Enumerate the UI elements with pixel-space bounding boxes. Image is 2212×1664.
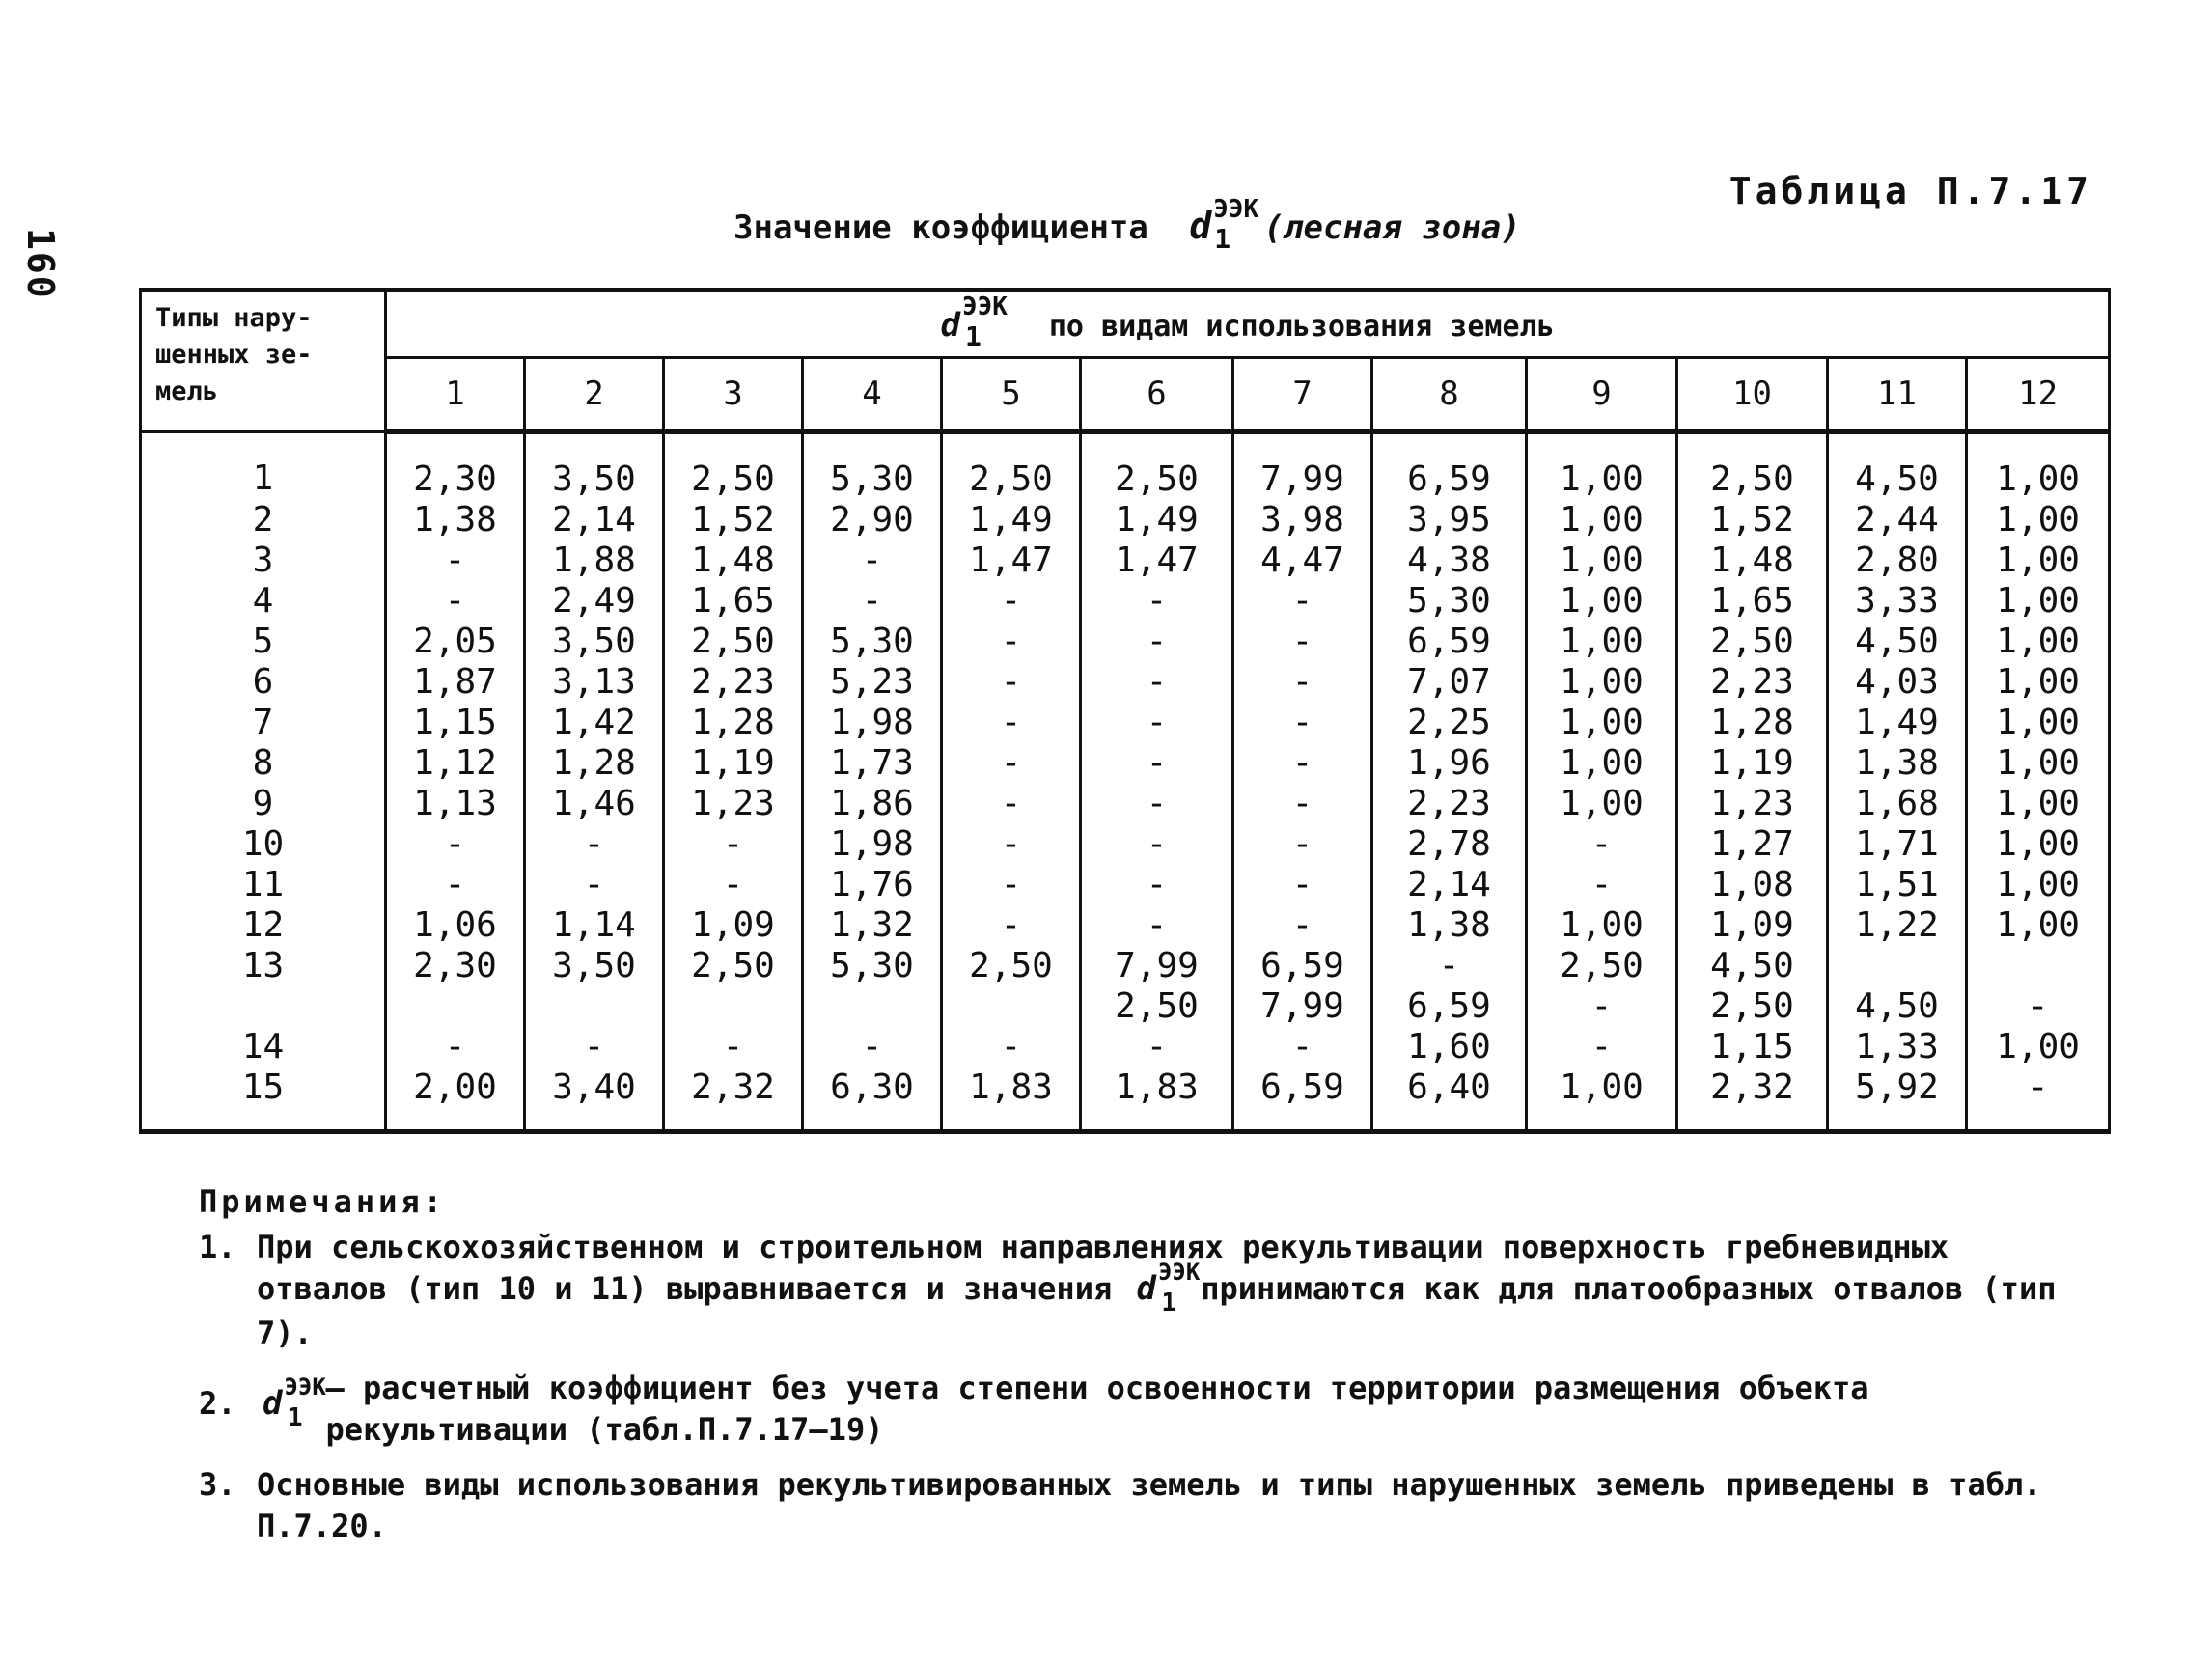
value-cell: 1,48 (664, 541, 803, 581)
value-cell: - (1233, 784, 1372, 824)
value-cell: 1,00 (1967, 743, 2110, 784)
table-row (141, 824, 2110, 865)
value-cell: 1,28 (1677, 703, 1828, 743)
value-cell: 1,09 (664, 905, 803, 946)
table-row (141, 1068, 2110, 1132)
value-cell: - (664, 1027, 803, 1068)
value-cell: 1,00 (1527, 1068, 1677, 1132)
value-cell: 3,95 (1372, 500, 1527, 541)
value-cell: 1,00 (1967, 865, 2110, 905)
value-cell: 1,52 (664, 500, 803, 541)
note-1-text-b: принимаются как для платообразных отвалов (тип 7). (257, 1270, 2057, 1351)
row-type-cell: 9 (141, 784, 386, 824)
value-cell (942, 986, 1081, 1027)
value-cell: - (525, 824, 664, 865)
value-cell: 1,38 (1828, 743, 1967, 784)
value-cell: 1,32 (803, 905, 942, 946)
note-1-d: d (1136, 1269, 1156, 1308)
column-header-11: 11 (1828, 358, 1967, 432)
value-cell: 2,14 (525, 500, 664, 541)
value-cell: 1,47 (1081, 541, 1233, 581)
value-cell: - (942, 1027, 1081, 1068)
column-header-2: 2 (525, 358, 664, 432)
value-cell: 1,00 (1527, 622, 1677, 662)
value-cell: 1,06 (386, 905, 525, 946)
value-cell: 2,44 (1828, 500, 1967, 541)
note-3 (199, 1464, 2090, 1547)
value-cell: 5,30 (1372, 581, 1527, 622)
value-cell: - (1233, 622, 1372, 662)
column-header-12: 12 (1967, 358, 2110, 432)
value-cell: - (803, 581, 942, 622)
title-prefix: Значение коэффициента (733, 208, 1148, 247)
value-cell: 1,71 (1828, 824, 1967, 865)
column-header-1: 1 (386, 358, 525, 432)
value-cell: 1,65 (664, 581, 803, 622)
value-cell: - (525, 1027, 664, 1068)
value-cell: 2,23 (664, 662, 803, 703)
value-cell: - (1081, 1027, 1233, 1068)
value-cell: 4,50 (1677, 946, 1828, 986)
value-cell: 7,99 (1233, 431, 1372, 500)
row-header-line: шенных зе- (155, 340, 313, 370)
value-cell: 1,00 (1527, 703, 1677, 743)
value-cell: 1,38 (1372, 905, 1527, 946)
value-cell: - (942, 581, 1081, 622)
value-cell: - (942, 703, 1081, 743)
value-cell: 3,13 (525, 662, 664, 703)
value-cell: 1,00 (1527, 784, 1677, 824)
value-cell: 2,78 (1372, 824, 1527, 865)
value-cell: 1,22 (1828, 905, 1967, 946)
table-row (141, 662, 2110, 703)
note-2-symbol (263, 1368, 326, 1432)
value-cell: 1,88 (525, 541, 664, 581)
note-2-line (257, 1368, 2090, 1451)
value-cell (1828, 946, 1967, 986)
value-cell: 1,09 (1677, 905, 1828, 946)
value-cell (803, 986, 942, 1027)
value-cell: 2,25 (1372, 703, 1527, 743)
value-cell: 1,15 (1677, 1027, 1828, 1068)
value-cell: 1,86 (803, 784, 942, 824)
value-cell: 1,00 (1527, 431, 1677, 500)
value-cell: 1,48 (1677, 541, 1828, 581)
note-1-sub: 1 (1161, 1289, 1176, 1317)
row-type-cell: 5 (141, 622, 386, 662)
value-cell (1967, 946, 2110, 986)
value-cell: 1,00 (1527, 905, 1677, 946)
group-symbol: d (940, 305, 960, 345)
note-2 (199, 1368, 2090, 1451)
table-row (141, 703, 2110, 743)
value-cell: - (1527, 865, 1677, 905)
value-cell: 2,00 (386, 1068, 525, 1132)
value-cell: 5,30 (803, 431, 942, 500)
value-cell: 1,49 (1828, 703, 1967, 743)
value-cell: 2,50 (664, 946, 803, 986)
value-cell: 1,28 (525, 743, 664, 784)
value-cell: - (1233, 905, 1372, 946)
value-cell: - (1233, 743, 1372, 784)
value-cell: - (1372, 946, 1527, 986)
value-cell: 1,19 (664, 743, 803, 784)
column-header-6: 6 (1081, 358, 1233, 432)
value-cell: 3,50 (525, 431, 664, 500)
value-cell: 2,50 (1677, 431, 1828, 500)
column-header-3: 3 (664, 358, 803, 432)
value-cell: - (1081, 905, 1233, 946)
value-cell: 4,50 (1828, 431, 1967, 500)
value-cell: 2,14 (1372, 865, 1527, 905)
notes (199, 1181, 2090, 1561)
note-1-number: 1. (199, 1229, 236, 1265)
row-type-cell: 3 (141, 541, 386, 581)
value-cell: 2,80 (1828, 541, 1967, 581)
value-cell: 3,98 (1233, 500, 1372, 541)
value-cell: 1,46 (525, 784, 664, 824)
value-cell: 2,32 (1677, 1068, 1828, 1132)
value-cell: 1,52 (1677, 500, 1828, 541)
value-cell: 1,42 (525, 703, 664, 743)
value-cell: 6,40 (1372, 1068, 1527, 1132)
row-type-cell: 14 (141, 1027, 386, 1068)
value-cell: 6,59 (1372, 431, 1527, 500)
value-cell: 5,92 (1828, 1068, 1967, 1132)
value-cell: - (664, 865, 803, 905)
value-cell: 2,30 (386, 431, 525, 500)
value-cell: 1,87 (386, 662, 525, 703)
note-2-sub: 1 (287, 1403, 303, 1432)
value-cell: - (942, 905, 1081, 946)
value-cell: - (1233, 703, 1372, 743)
value-cell: - (1081, 622, 1233, 662)
table-row (141, 986, 2110, 1027)
value-cell: 1,98 (803, 824, 942, 865)
value-cell: - (942, 865, 1081, 905)
value-cell: 1,08 (1677, 865, 1828, 905)
value-cell: 2,50 (942, 946, 1081, 986)
value-cell: 2,23 (1677, 662, 1828, 703)
value-cell: 3,40 (525, 1068, 664, 1132)
title-subscript: 1 (1214, 223, 1231, 255)
column-header-4: 4 (803, 358, 942, 432)
table-row (141, 946, 2110, 986)
value-cell: - (942, 784, 1081, 824)
table-row (141, 581, 2110, 622)
note-2-number: 2. (199, 1385, 236, 1422)
value-cell: 1,14 (525, 905, 664, 946)
row-header-cell (141, 291, 386, 432)
value-cell: 1,73 (803, 743, 942, 784)
value-cell: 6,59 (1372, 622, 1527, 662)
row-header-line: мель (155, 376, 219, 406)
table-row (141, 1027, 2110, 1068)
value-cell: 1,23 (664, 784, 803, 824)
value-cell: 1,83 (1081, 1068, 1233, 1132)
title-symbol: d (1189, 205, 1212, 247)
title-superscript: ЭЭК (1213, 195, 1259, 224)
value-cell: - (386, 824, 525, 865)
row-type-cell: 11 (141, 865, 386, 905)
note-2-d: d (263, 1384, 283, 1423)
value-cell: - (1527, 1027, 1677, 1068)
value-cell: 5,30 (803, 622, 942, 662)
value-cell: - (1967, 986, 2110, 1027)
value-cell: - (1081, 703, 1233, 743)
value-cell: 1,49 (942, 500, 1081, 541)
row-type-cell: 12 (141, 905, 386, 946)
value-cell: 1,15 (386, 703, 525, 743)
value-cell: 5,23 (803, 662, 942, 703)
note-1-text-a: При сельскохозяйственном и строительном направлениях рекультивации поверхность гребневидных отвалов (тип 10 и 11) выравнивается и значения (257, 1229, 1949, 1307)
value-cell: 1,23 (1677, 784, 1828, 824)
value-cell: 1,00 (1527, 581, 1677, 622)
group-header-cell (386, 291, 2110, 358)
value-cell: 6,59 (1372, 986, 1527, 1027)
value-cell: 1,13 (386, 784, 525, 824)
value-cell: 1,00 (1967, 622, 2110, 662)
value-cell: 1,68 (1828, 784, 1967, 824)
value-cell: 2,49 (525, 581, 664, 622)
value-cell: 7,07 (1372, 662, 1527, 703)
row-type-cell: 2 (141, 500, 386, 541)
value-cell: 1,00 (1967, 431, 2110, 500)
value-cell: 1,28 (664, 703, 803, 743)
value-cell: 1,98 (803, 703, 942, 743)
table-row (141, 865, 2110, 905)
value-cell: 1,00 (1527, 500, 1677, 541)
value-cell: 1,96 (1372, 743, 1527, 784)
row-type-cell: 6 (141, 662, 386, 703)
value-cell: 2,50 (1081, 431, 1233, 500)
value-cell: - (525, 865, 664, 905)
note-1-sup: ЭЭК (1157, 1259, 1201, 1286)
value-cell: - (942, 622, 1081, 662)
value-cell: - (664, 824, 803, 865)
row-type-cell: 15 (141, 1068, 386, 1132)
value-cell: - (1527, 986, 1677, 1027)
row-type-cell: 4 (141, 581, 386, 622)
note-3-number: 3. (199, 1466, 236, 1503)
table-row (141, 431, 2110, 500)
column-header-9: 9 (1527, 358, 1677, 432)
value-cell: 1,00 (1527, 662, 1677, 703)
value-cell: - (1233, 1027, 1372, 1068)
value-cell: 1,38 (386, 500, 525, 541)
note-1 (199, 1227, 2090, 1354)
value-cell: - (942, 824, 1081, 865)
column-header-10: 10 (1677, 358, 1828, 432)
value-cell: - (1081, 824, 1233, 865)
value-cell: - (942, 662, 1081, 703)
value-cell: 1,51 (1828, 865, 1967, 905)
value-cell: 3,50 (525, 622, 664, 662)
value-cell: 1,00 (1967, 1027, 2110, 1068)
title-coefficient-symbol (1189, 195, 1259, 255)
value-cell: 1,49 (1081, 500, 1233, 541)
value-cell: 2,50 (1677, 986, 1828, 1027)
value-cell: 1,83 (942, 1068, 1081, 1132)
value-cell: - (1967, 1068, 2110, 1132)
group-text: по видам использования земель (1048, 309, 1555, 344)
value-cell: 1,00 (1967, 703, 2110, 743)
value-cell: 4,50 (1828, 986, 1967, 1027)
value-cell: - (386, 865, 525, 905)
value-cell: - (1233, 662, 1372, 703)
value-cell: - (803, 541, 942, 581)
value-cell (664, 986, 803, 1027)
value-cell: 7,99 (1233, 986, 1372, 1027)
group-header (940, 291, 1555, 352)
value-cell: 6,59 (1233, 1068, 1372, 1132)
title-suffix: (лесная зона) (1263, 208, 1521, 247)
table-row (141, 500, 2110, 541)
value-cell: 1,19 (1677, 743, 1828, 784)
value-cell: 6,30 (803, 1068, 942, 1132)
value-cell: 2,50 (942, 431, 1081, 500)
table-label: Таблица П.7.17 (1728, 170, 2092, 212)
coefficient-table (139, 288, 2111, 1134)
value-cell: 2,05 (386, 622, 525, 662)
value-cell: 2,32 (664, 1068, 803, 1132)
row-header-line: Типы нару- (155, 303, 313, 333)
value-cell: 1,00 (1527, 743, 1677, 784)
row-type-cell: 8 (141, 743, 386, 784)
value-cell: - (1081, 581, 1233, 622)
note-2-text: – расчетный коэффициент без учета степени освоенности территории размещения объекта рекультивации (табл.П.7.17–19) (325, 1370, 1869, 1448)
value-cell: 7,99 (1081, 946, 1233, 986)
row-type-cell: 13 (141, 946, 386, 986)
value-cell: 1,00 (1967, 784, 2110, 824)
value-cell: - (1233, 865, 1372, 905)
value-cell: 2,50 (1081, 986, 1233, 1027)
value-cell: - (1081, 865, 1233, 905)
row-type-cell (141, 986, 386, 1027)
value-cell: - (1081, 784, 1233, 824)
note-1-symbol (1136, 1259, 1201, 1317)
column-header-7: 7 (1233, 358, 1372, 432)
value-cell: 2,50 (664, 622, 803, 662)
value-cell (525, 986, 664, 1027)
value-cell: 2,90 (803, 500, 942, 541)
page-number: 160 (19, 228, 62, 300)
notes-list (199, 1227, 2090, 1547)
value-cell: - (1233, 824, 1372, 865)
value-cell: 2,50 (664, 431, 803, 500)
value-cell: 2,50 (1677, 622, 1828, 662)
value-cell: 1,76 (803, 865, 942, 905)
value-cell: 1,00 (1967, 541, 2110, 581)
table-row (141, 541, 2110, 581)
value-cell: 1,27 (1677, 824, 1828, 865)
value-cell: 1,33 (1828, 1027, 1967, 1068)
value-cell: 4,38 (1372, 541, 1527, 581)
row-type-cell: 1 (141, 431, 386, 500)
table-row (141, 784, 2110, 824)
value-cell: - (1081, 743, 1233, 784)
value-cell: 5,30 (803, 946, 942, 986)
value-cell: 1,12 (386, 743, 525, 784)
value-cell: - (386, 541, 525, 581)
value-cell: 4,47 (1233, 541, 1372, 581)
value-cell: 1,65 (1677, 581, 1828, 622)
note-2-sup: ЭЭК (284, 1373, 326, 1401)
value-cell: 1,00 (1527, 541, 1677, 581)
table-row (141, 743, 2110, 784)
value-cell: 1,00 (1967, 581, 2110, 622)
value-cell: - (1081, 662, 1233, 703)
table-title (733, 195, 1521, 255)
value-cell: - (386, 581, 525, 622)
notes-heading: Примечания: (199, 1183, 446, 1220)
value-cell: - (386, 1027, 525, 1068)
value-cell: 1,00 (1967, 662, 2110, 703)
value-cell: - (942, 743, 1081, 784)
table-row (141, 905, 2110, 946)
row-type-cell: 7 (141, 703, 386, 743)
value-cell: 1,00 (1967, 905, 2110, 946)
value-cell: - (1233, 581, 1372, 622)
note-3-text: Основные виды использования рекультивированных земель и типы нарушенных земель приведены в табл. П.7.20. (257, 1466, 2042, 1544)
column-header-8: 8 (1372, 358, 1527, 432)
value-cell: 1,00 (1967, 500, 2110, 541)
group-superscript: ЭЭК (961, 291, 1008, 321)
value-cell: 2,30 (386, 946, 525, 986)
column-header-5: 5 (942, 358, 1081, 432)
value-cell (386, 986, 525, 1027)
value-cell: 2,23 (1372, 784, 1527, 824)
value-cell: - (1527, 824, 1677, 865)
value-cell: - (803, 1027, 942, 1068)
value-cell: 3,50 (525, 946, 664, 986)
value-cell: 4,50 (1828, 622, 1967, 662)
value-cell: 3,33 (1828, 581, 1967, 622)
value-cell: 2,50 (1527, 946, 1677, 986)
value-cell: 4,03 (1828, 662, 1967, 703)
value-cell: 1,47 (942, 541, 1081, 581)
table-row (141, 622, 2110, 662)
value-cell: 1,00 (1967, 824, 2110, 865)
row-type-cell: 10 (141, 824, 386, 865)
group-subscript: 1 (964, 319, 982, 352)
value-cell: 6,59 (1233, 946, 1372, 986)
value-cell: 1,60 (1372, 1027, 1527, 1068)
